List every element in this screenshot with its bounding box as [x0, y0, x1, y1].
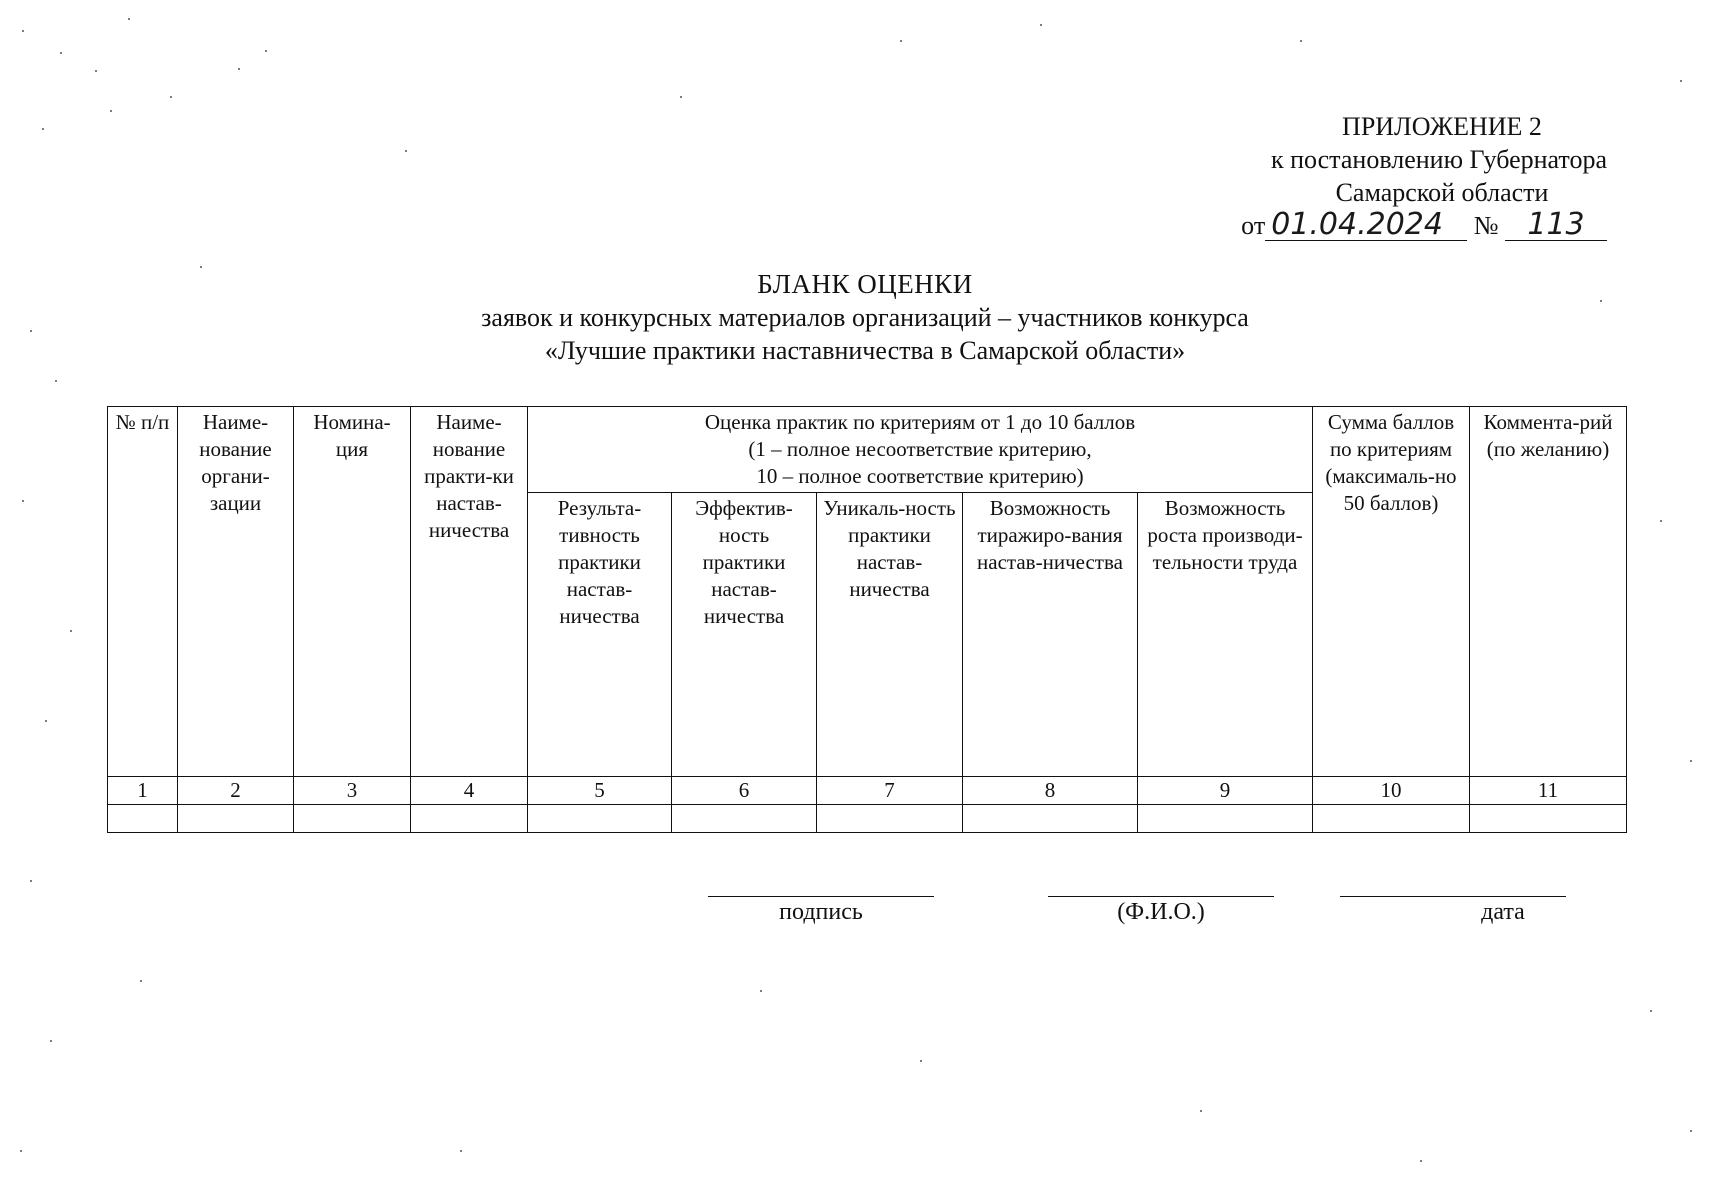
- date-field: [1340, 896, 1566, 926]
- name-line[interactable]: [1048, 896, 1274, 897]
- header-criteria-group: [528, 407, 1313, 493]
- signature-label: подпись: [779, 899, 863, 925]
- header-comment: Коммента-рий (по желанию): [1470, 407, 1627, 777]
- entry-cell[interactable]: [411, 805, 528, 833]
- from-prefix: от: [1241, 211, 1266, 240]
- entry-cell[interactable]: [1313, 805, 1470, 833]
- entry-cell[interactable]: [963, 805, 1138, 833]
- entry-cell[interactable]: [672, 805, 817, 833]
- column-number: 11: [1470, 777, 1627, 805]
- date-line[interactable]: [1340, 896, 1566, 897]
- name-label: (Ф.И.О.): [1117, 899, 1205, 925]
- appendix-title: ПРИЛОЖЕНИЕ 2: [1342, 112, 1542, 141]
- column-numbers-row: [108, 777, 1627, 805]
- criteria-line-2: (1 – полное несоответствие критерию,: [748, 437, 1092, 461]
- date-label: дата: [1481, 899, 1525, 925]
- handwritten-number: 113: [1505, 210, 1607, 241]
- header-practice-name: Наиме-нование практи-ки настав-ничества: [411, 407, 528, 777]
- header-row-1: [108, 407, 1627, 493]
- entry-cell[interactable]: [178, 805, 294, 833]
- appendix-header: [1187, 110, 1607, 242]
- header-uniqueness: Уникаль-ность практики настав-ничества: [817, 493, 963, 777]
- form-subtitle-1: заявок и конкурсных материалов организаций – участников конкурса: [481, 303, 1249, 332]
- column-number: 10: [1313, 777, 1470, 805]
- header-productivity: Возможность роста производи-тельности труда: [1138, 493, 1313, 777]
- column-number: 4: [411, 777, 528, 805]
- header-effectiveness: Результа-тивность практики настав-ничества: [528, 493, 672, 777]
- number-prefix: №: [1473, 211, 1499, 240]
- entry-cell[interactable]: [817, 805, 963, 833]
- evaluation-table: [107, 406, 1627, 833]
- column-number: 8: [963, 777, 1138, 805]
- entry-cell[interactable]: [528, 805, 672, 833]
- header-efficiency: Эффектив-ность практики настав-ничества: [672, 493, 817, 777]
- header-total-score: Сумма баллов по критериям (максималь-но 50 баллов): [1313, 407, 1470, 777]
- entry-cell[interactable]: [1138, 805, 1313, 833]
- entry-cell[interactable]: [108, 805, 178, 833]
- form-subtitle-2: «Лучшие практики наставничества в Самарской области»: [544, 336, 1186, 365]
- header-organization: Наиме-нование органи-зации: [178, 407, 294, 777]
- signature-field: [708, 896, 934, 926]
- column-number: 1: [108, 777, 178, 805]
- appendix-decree: к постановлению Губернатора: [1270, 145, 1607, 174]
- column-number: 3: [294, 777, 411, 805]
- entry-cell[interactable]: [1470, 805, 1627, 833]
- handwritten-date: 01.04.2024: [1265, 210, 1467, 241]
- form-title: БЛАНК ОЦЕНКИ: [757, 269, 973, 299]
- empty-entry-row: [108, 805, 1627, 833]
- header-number: № п/п: [108, 407, 178, 777]
- entry-cell[interactable]: [294, 805, 411, 833]
- criteria-line-3: 10 – полное соответствие критерию): [756, 464, 1084, 488]
- name-field: [1048, 896, 1274, 926]
- appendix-order-line: [1187, 209, 1607, 242]
- column-number: 2: [178, 777, 294, 805]
- criteria-line-1: Оценка практик по критериям от 1 до 10 баллов: [704, 410, 1136, 434]
- form-heading: [300, 268, 1430, 367]
- appendix-region: Самарской области: [1335, 178, 1549, 207]
- column-number: 7: [817, 777, 963, 805]
- header-nomination: Номина-ция: [294, 407, 411, 777]
- signature-line[interactable]: [708, 896, 934, 897]
- column-number: 5: [528, 777, 672, 805]
- header-replication: Возможность тиражиро-вания настав-ничества: [963, 493, 1138, 777]
- column-number: 6: [672, 777, 817, 805]
- column-number: 9: [1138, 777, 1313, 805]
